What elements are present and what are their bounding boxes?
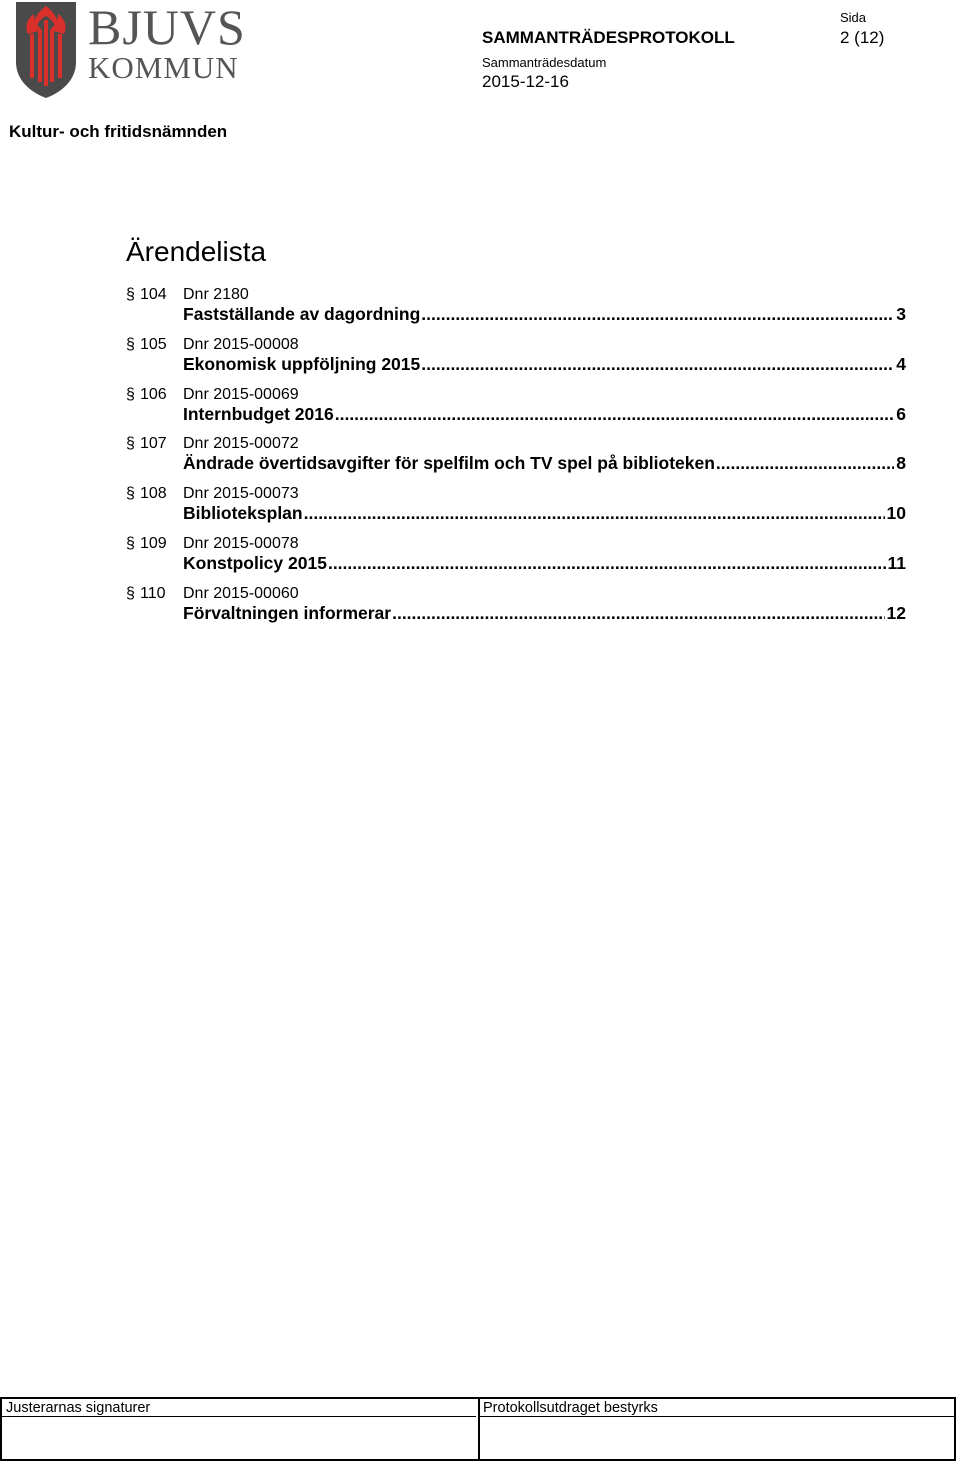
entry-dnr: Dnr 2180 [183,286,249,303]
agenda-list [126,286,906,635]
paragraph-sign: § [126,584,135,602]
dot-leader [421,354,894,375]
coat-of-arms-icon [14,0,78,100]
entry-page: 11 [887,552,906,573]
certify-label: Protokollsutdraget bestyrks [483,1400,658,1416]
entry-title: Ekonomisk uppföljning 2015 [183,353,421,374]
sida-label: Sida [840,10,867,25]
signature-footer [0,1397,956,1461]
agenda-entry[interactable] [126,386,906,436]
entry-dnr: Dnr 2015-00060 [183,584,299,602]
entry-dnr: Dnr 2015-00073 [183,485,299,503]
agenda-entry[interactable] [126,286,906,336]
entry-number: 109 [140,534,167,552]
logo-subtitle: KOMMUN [88,50,239,85]
paragraph-sign: § [126,286,135,303]
paragraph-sign: § [126,534,135,552]
dot-leader [304,503,885,524]
signature-box[interactable] [2,1399,480,1459]
entry-number: 106 [140,385,167,403]
page-number: 2 (12) [840,28,885,47]
agenda-entry[interactable] [126,336,906,386]
entry-number: 105 [140,335,167,353]
entry-title: Ändrade övertidsavgifter för spelfilm och TV spel på biblioteken [183,453,715,474]
meeting-date: 2015-12-16 [482,72,569,91]
entry-title: Internbudget 2016 [183,403,334,424]
agenda-entry[interactable] [126,585,906,635]
entry-page: 6 [896,403,906,424]
entry-number: 104 [140,286,167,303]
logo-name: BJUVS [88,0,246,55]
dot-leader [716,453,894,474]
entry-dnr: Dnr 2015-00078 [183,534,299,552]
bjuvs-kommun-logo [14,0,244,100]
paragraph-sign: § [126,485,135,503]
agenda-entry[interactable] [126,435,906,485]
document-title: SAMMANTRÄDESPROTOKOLL [482,28,735,47]
list-title: Ärendelista [126,236,267,267]
entry-page: 8 [896,453,906,474]
entry-page: 4 [896,353,906,374]
entry-title: Konstpolicy 2015 [183,552,327,573]
date-label: Sammanträdesdatum [482,55,607,70]
entry-number: 108 [140,485,167,503]
entry-dnr: Dnr 2015-00008 [183,335,299,353]
entry-page: 3 [896,304,906,324]
agenda-entry[interactable] [126,535,906,585]
paragraph-sign: § [126,435,135,453]
entry-title: Fastställande av dagordning [183,304,421,324]
entry-dnr: Dnr 2015-00072 [183,435,299,453]
signature-divider [2,1416,476,1417]
agenda-entry[interactable] [126,485,906,535]
signature-label: Justerarnas signaturer [6,1400,151,1416]
committee-name: Kultur- och fritidsnämnden [9,122,228,141]
dot-leader [335,404,895,425]
paragraph-sign: § [126,335,135,353]
dot-leader [421,304,894,325]
entry-number: 107 [140,435,167,453]
entry-number: 110 [140,584,166,602]
entry-page: 12 [886,602,906,623]
dot-leader [328,553,886,574]
paragraph-sign: § [126,385,135,403]
dot-leader [392,603,884,624]
certify-divider [480,1416,954,1417]
entry-title: Förvaltningen informerar [183,602,392,623]
entry-title: Biblioteksplan [183,503,303,524]
entry-dnr: Dnr 2015-00069 [183,385,299,403]
entry-page: 10 [886,503,906,524]
